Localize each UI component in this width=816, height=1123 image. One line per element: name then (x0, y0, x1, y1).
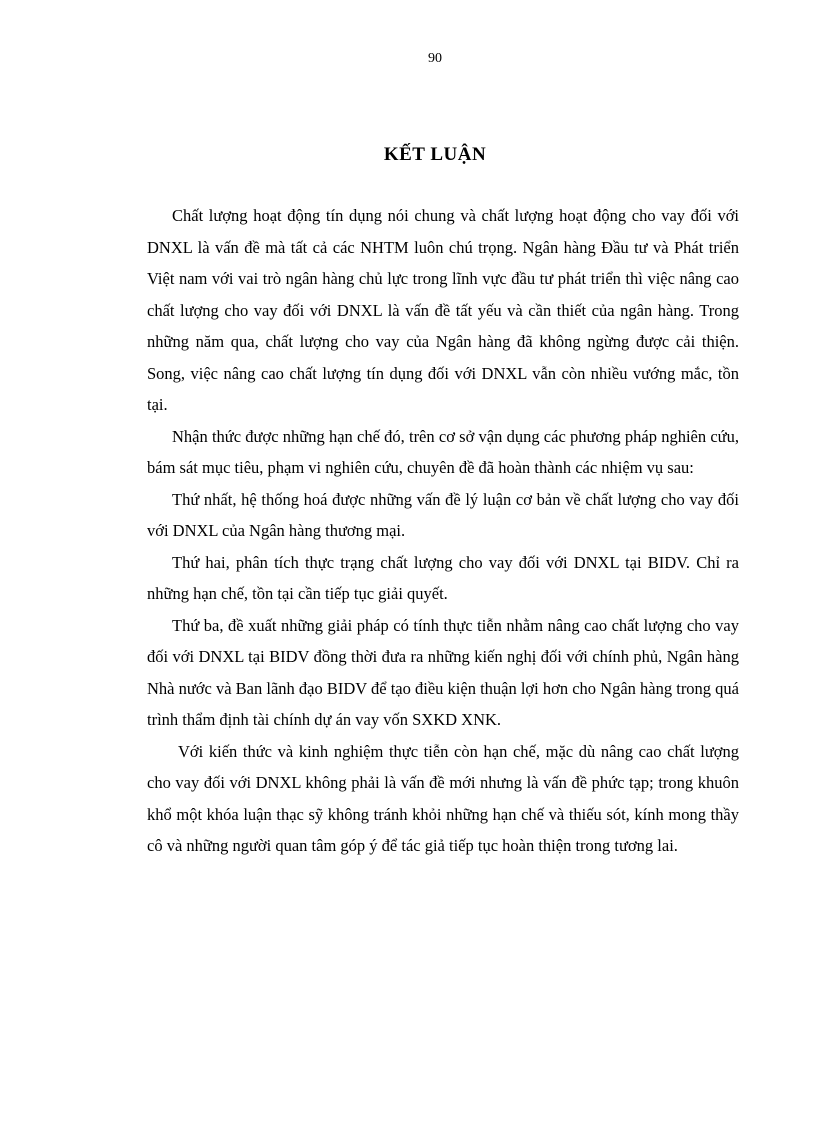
paragraph-second-task: Thứ hai, phân tích thực trạng chất lượng cho vay đối với DNXL tại BIDV. Chỉ ra những hạn chế, tồn tại cần tiếp tục giải quyết. (147, 552, 739, 603)
paragraph-intro: Chất lượng hoạt động tín dụng nói chung và chất lượng hoạt động cho vay đối với DNXL là vấn đề mà tất cả các NHTM luôn chú trọng. Ngân hàng Đầu tư và Phát triển Việt nam với vai trò ngân hàng chủ lực trong lĩnh vực đầu tư phát triển thì việc nâng cao chất lượng cho vay đối với DNXL là vấn đề tất yếu và cần thiết của ngân hàng. Trong những năm qua, chất lượng cho vay của Ngân hàng đã không ngừng được cải thiện. Song, việc nâng cao chất lượng tín dụng đối với DNXL vẫn còn nhiều vướng mắc, tồn tại. (147, 206, 739, 414)
document-body (147, 200, 739, 862)
page-number: 90 (428, 51, 442, 66)
page-title: KẾT LUẬN (383, 144, 487, 165)
paragraph-closing: Với kiến thức và kinh nghiệm thực tiễn còn hạn chế, mặc dù nâng cao chất lượng cho vay đối với DNXL không phải là vấn đề mới nhưng là vấn đề phức tạp; trong khuôn khổ một khóa luận thạc sỹ không tránh khỏi những hạn chế và thiếu sót, kính mong thầy cô và những người quan tâm góp ý để tác giả tiếp tục hoàn thiện trong tương lai. (147, 741, 739, 855)
paragraph-third-task: Thứ ba, đề xuất những giải pháp có tính thực tiễn nhằm nâng cao chất lượng cho vay đối với DNXL tại BIDV đồng thời đưa ra những kiến nghị đối với chính phủ, Ngân hàng Nhà nước và Ban lãnh đạo BIDV để tạo điều kiện thuận lợi hơn cho Ngân hàng trong quá trình thẩm định tài chính dự án vay vốn SXKD XNK. (147, 615, 740, 729)
paragraph-awareness: Nhận thức được những hạn chế đó, trên cơ sở vận dụng các phương pháp nghiên cứu, bám sát mục tiêu, phạm vi nghiên cứu, chuyên đề đã hoàn thành các nhiệm vụ sau: (147, 426, 739, 477)
paragraph-first-task: Thứ nhất, hệ thống hoá được những vấn đề lý luận cơ bản về chất lượng cho vay đối với DNXL của Ngân hàng thương mại. (147, 489, 739, 540)
